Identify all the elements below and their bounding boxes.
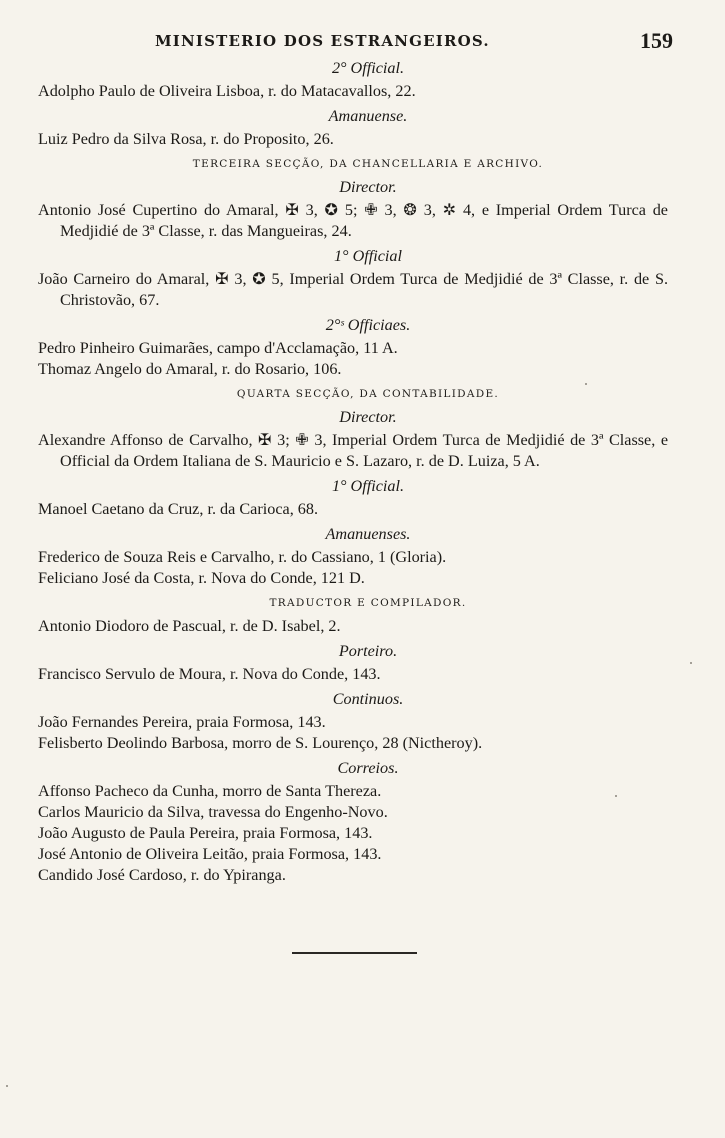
role-heading: Director. [339, 408, 397, 426]
directory-entry: Antonio Diodoro de Pascual, r. de D. Isabel, 2. [38, 617, 341, 635]
directory-entry: Luiz Pedro da Silva Rosa, r. do Proposito, 26. [38, 130, 334, 148]
paper-speck [6, 1085, 8, 1087]
directory-entry: Pedro Pinheiro Guimarães, campo d'Acclamação, 11 A. [38, 339, 398, 357]
directory-entry: Alexandre Affonso de Carvalho, ✠ 3; ✙ 3, Imperial Ordem Turca de Medjidié de 3ª Classe, e Official da Ordem Italiana de S. Mauricio e S. Lazaro, r. de D. Luiza, 5 A. [38, 431, 668, 470]
directory-entry: Thomaz Angelo do Amaral, r. do Rosario, 106. [38, 360, 342, 378]
directory-entry: Frederico de Souza Reis e Carvalho, r. do Cassiano, 1 (Gloria). [38, 548, 447, 566]
role-heading: 1° Official [333, 247, 403, 265]
section-heading: QUARTA SECÇÃO, DA CONTABILIDADE. [236, 388, 500, 400]
directory-entry: José Antonio de Oliveira Leitão, praia Formosa, 143. [38, 845, 382, 863]
directory-entry: João Fernandes Pereira, praia Formosa, 143. [38, 713, 326, 731]
role-heading: 1° Official. [331, 477, 405, 495]
section-heading: TERCEIRA SECÇÃO, DA CHANCELLARIA E ARCHIVO. [192, 158, 544, 170]
role-heading: Porteiro. [338, 642, 398, 660]
paper-speck [615, 795, 617, 797]
directory-entry: Candido José Cardoso, r. do Ypiranga. [38, 866, 286, 884]
directory-entry: João Augusto de Paula Pereira, praia Formosa, 143. [38, 824, 373, 842]
role-heading: Correios. [337, 759, 399, 777]
directory-listing [38, 58, 668, 886]
directory-entry: Carlos Mauricio da Silva, travessa do Engenho-Novo. [38, 803, 388, 821]
directory-entry: Feliciano José da Costa, r. Nova do Conde, 121 D. [38, 569, 365, 587]
directory-entry: Affonso Pacheco da Cunha, morro de Santa Thereza. [38, 782, 382, 800]
closing-rule [292, 952, 417, 954]
paper-speck [585, 383, 587, 385]
role-heading: Continuos. [332, 690, 404, 708]
role-heading: 2° Official. [331, 59, 405, 77]
directory-entry: Felisberto Deolindo Barbosa, morro de S. Lourenço, 28 (Nictheroy). [38, 734, 483, 752]
running-title: MINISTERIO DOS ESTRANGEIROS. [155, 32, 490, 50]
directory-entry: Francisco Servulo de Moura, r. Nova do Conde, 143. [38, 665, 381, 683]
directory-entry: Adolpho Paulo de Oliveira Lisboa, r. do Matacavallos, 22. [38, 82, 416, 100]
section-heading: TRADUCTOR E COMPILADOR. [269, 597, 467, 609]
role-heading: Director. [339, 178, 397, 196]
role-heading: 2°ˢ Officiaes. [325, 316, 411, 334]
directory-entry: Manoel Caetano da Cruz, r. da Carioca, 68. [38, 500, 319, 518]
paper-speck [690, 662, 692, 664]
page-header [0, 28, 725, 56]
directory-entry: João Carneiro do Amaral, ✠ 3, ✪ 5, Imperial Ordem Turca de Medjidié de 3ª Classe, r. de S. Christovão, 67. [38, 270, 668, 309]
directory-entry: Antonio José Cupertino do Amaral, ✠ 3, ✪ 5; ✙ 3, ❂ 3, ✲ 4, e Imperial Ordem Turca de Medjidié de 3ª Classe, r. das Mangueiras, 24. [38, 201, 668, 240]
role-heading: Amanuenses. [325, 525, 411, 543]
page-number: 159 [640, 28, 673, 53]
role-heading: Amanuense. [328, 107, 408, 125]
